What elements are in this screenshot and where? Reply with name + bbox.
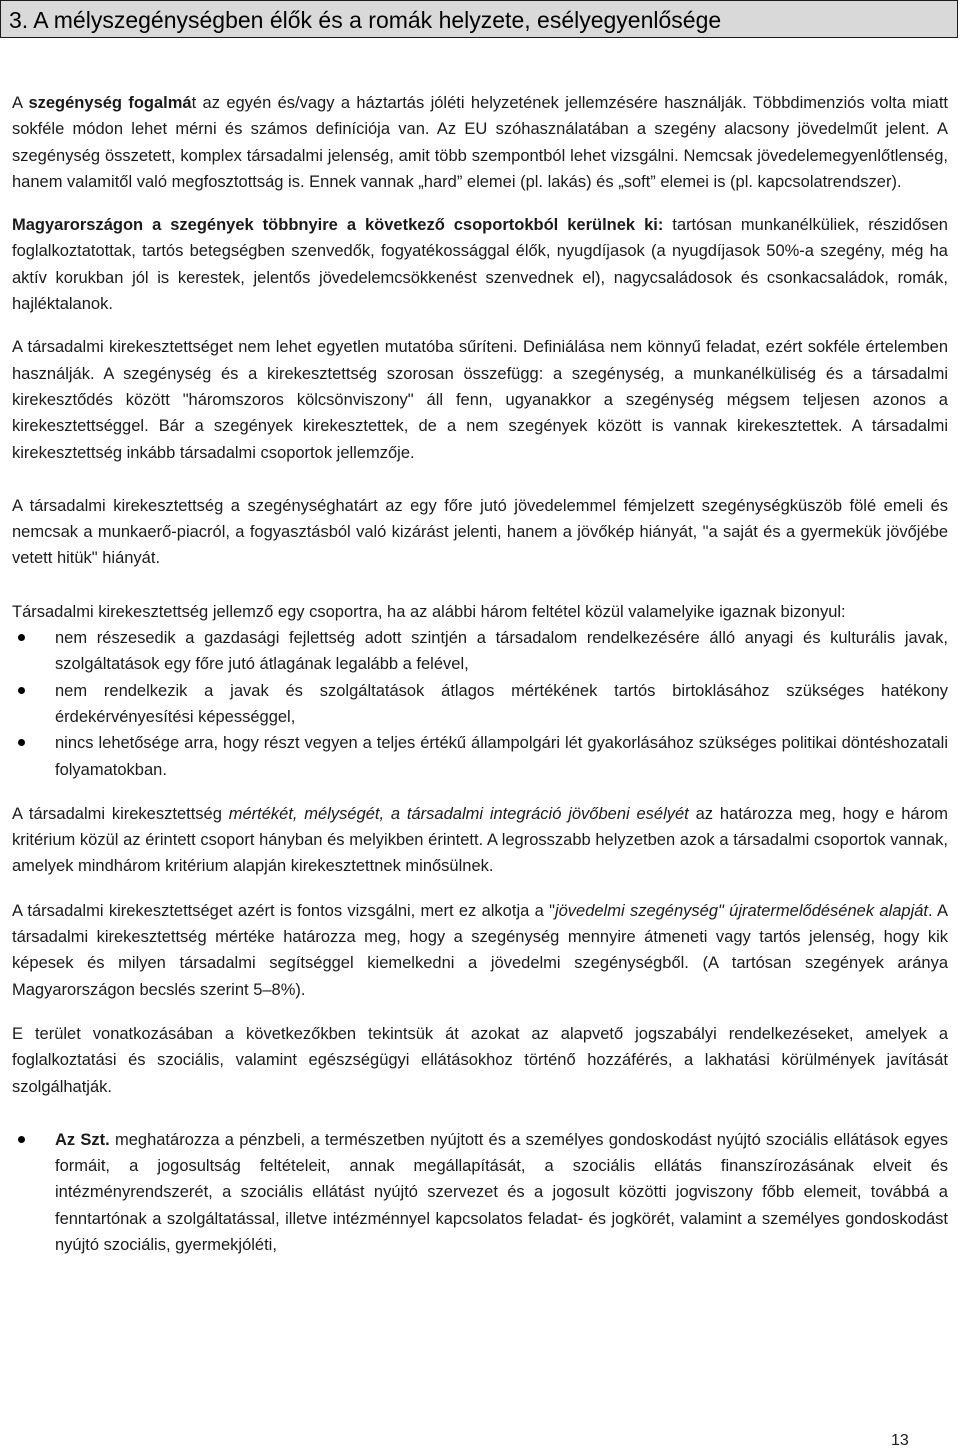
paragraph-poverty-definition — [12, 90, 948, 195]
paragraph-exclusion-threshold: A társadalmi kirekesztettség a szegénységhatárt az egy főre jutó jövedelemmel fémjelzett szegénységküszöb fölé emeli és nemcsak a munkaerő-piacról, a fogyasztásból való kizárást jelenti, hanem a jövőkép hiányát, "a saját és a gyermekük jövőjébe vetett hitük" hiányát. — [12, 496, 948, 568]
paragraph-legal-provisions: E terület vonatkozásában a következőkben tekintsük át azokat az alapvető jogszabályi rendelkezéseket, amelyek a foglalkoztatási és szociális, valamint egészségügyi ellátásokhoz történő hozzáférés, a lakhatási körülmények javítását szolgálhatják. — [12, 1024, 948, 1096]
bold-law-name: Az Szt. — [55, 1130, 110, 1149]
list-item — [12, 625, 948, 678]
paragraph-income-poverty — [12, 898, 948, 1003]
law-list — [12, 1127, 948, 1258]
text-span: A társadalmi kirekesztettség — [12, 804, 229, 823]
italic-phrase: jövedelmi szegénység" újratermelődésének alapját — [554, 901, 929, 920]
list-item — [12, 1127, 948, 1258]
list-item — [12, 678, 948, 731]
text-span: az határozza meg, hogy e három kritérium közül az érintett csoport hányban és melyikben érintett. A legrosszabb helyzetben azok a társadalmi csoportok vannak, amelyek mindhárom kritérium alapján kirekesztettnek minősülnek. — [12, 804, 948, 876]
list-item — [12, 730, 948, 783]
list-item-text: nem rendelkezik a javak és szolgáltatások átlagos mértékének tartós birtoklásához szükséges hatékony érdekérvényesítési képességgel, — [55, 681, 948, 726]
text-span: A társadalmi kirekesztettséget azért is fontos vizsgálni, mert ez alkotja a " — [12, 901, 555, 920]
text-span: tartósan munkanélküliek, részidősen foglalkoztatottak, tartós betegségben szenvedők, fogyatékossággal élők, nyugdíjasok (a nyugdíjasok 50%-a szegény, még ha aktív korukban jól is kerestek, jelentős jövedelemcsökkenést szenvednek el), nagycsaládosok és csonkacsaládok, romák, hajléktalanok. — [12, 216, 948, 314]
bullet-icon — [18, 1136, 25, 1143]
page-number: 13 — [891, 1432, 909, 1449]
section-heading: 3. A mélyszegénységben élők és a romák helyzete, esélyegyenlősége — [9, 7, 722, 33]
text-span: t az egyén és/vagy a háztartás jóléti helyzetének jellemzésére használják. Többdimenziós volta miatt sokféle módon lehet mérni és számos definíciója van. Az EU szóhasználatában a szegény alacsony jövedelműt jelent. A szegénység összetett, komplex társadalmi jelenség, amit több szempontból lehet vizsgálni. Nemcsak jövedelemegyenlőtlenség, hanem valamitől való megfosztottság is. Ennek vannak „hard” elemei (pl. lakás) és „soft” elemei is (pl. kapcsolatrendszer). — [12, 94, 949, 191]
paragraph-exclusion-degree — [12, 801, 948, 880]
list-item-text: nem részesedik a gazdasági fejlettség adott szintjén a társadalom rendelkezésére álló anyagi és kulturális javak, szolgáltatások egy főre jutó átlagának legalább a felével, — [55, 629, 948, 674]
paragraph-poor-groups — [12, 212, 948, 317]
bullet-icon — [18, 687, 25, 694]
bullet-icon — [18, 634, 25, 641]
bullet-icon — [18, 739, 25, 746]
paragraph-social-exclusion: A társadalmi kirekesztettséget nem lehet egyetlen mutatóba sűríteni. Definiálása nem könnyű feladat, ezért sokféle értelemben használják. A szegénység és a kirekesztettség szorosan összefügg: a szegénység, a munkanélküliség és a társadalmi kirekesztődés között "háromszoros kölcsönviszony" áll fenn, ugyanakkor a szegénység mégsem teljesen azonos a kirekesztettséggel. Bár a szegények kirekesztettek, de a nem szegények között is vannak kirekesztettek. A társadalmi kirekesztettség inkább társadalmi csoportok jellemzője. — [12, 338, 948, 462]
italic-phrase: mértékét, mélységét, a társadalmi integráció jövőbeni esélyét — [228, 804, 689, 823]
criteria-list — [12, 625, 948, 783]
section-heading-box — [0, 0, 958, 38]
bold-term: szegénység fogalmá — [28, 94, 192, 112]
text-span: . A társadalmi kirekesztettség mértéke határozza meg, hogy a szegénység mennyire átmeneti vagy tartós jelenség, hogy kik képesek és milyen társadalmi segítséggel kiemelkedni a jövedelmi szegénységből. (A tartósan szegények aránya Magyarországon becslés szerint 5–8%). — [12, 901, 948, 999]
bold-intro: Magyarországon a szegények többnyire a következő csoportokból kerülnek ki: — [12, 216, 664, 235]
document-body — [12, 90, 948, 1258]
paragraph-exclusion-conditions: Társadalmi kirekesztettség jellemző egy csoportra, ha az alábbi három feltétel közül valamelyike igaznak bizonyul: — [12, 602, 846, 621]
list-item-text: meghatározza a pénzbeli, a természetben nyújtott és a személyes gondoskodást nyújtó szociális ellátások egyes formáit, a jogosultság feltételeit, annak megállapítását, a szociális ellátás finanszírozásának elveit és intézményrendszerét, a szociális ellátást nyújtó szervezet és a jogosult közötti jogviszony főbb elemeit, továbbá a fenntartónak a szolgáltatással, illetve intézménnyel kapcsolatos feladat- és jogkörét, valamint a személyes gondoskodást nyújtó szociális, gyermekjóléti, — [55, 1130, 949, 1254]
text-span: A — [12, 94, 29, 112]
list-item-text: nincs lehetősége arra, hogy részt vegyen a teljes értékű állampolgári lét gyakorlásához szükséges politikai döntéshozatali folyamatokban. — [55, 734, 948, 779]
